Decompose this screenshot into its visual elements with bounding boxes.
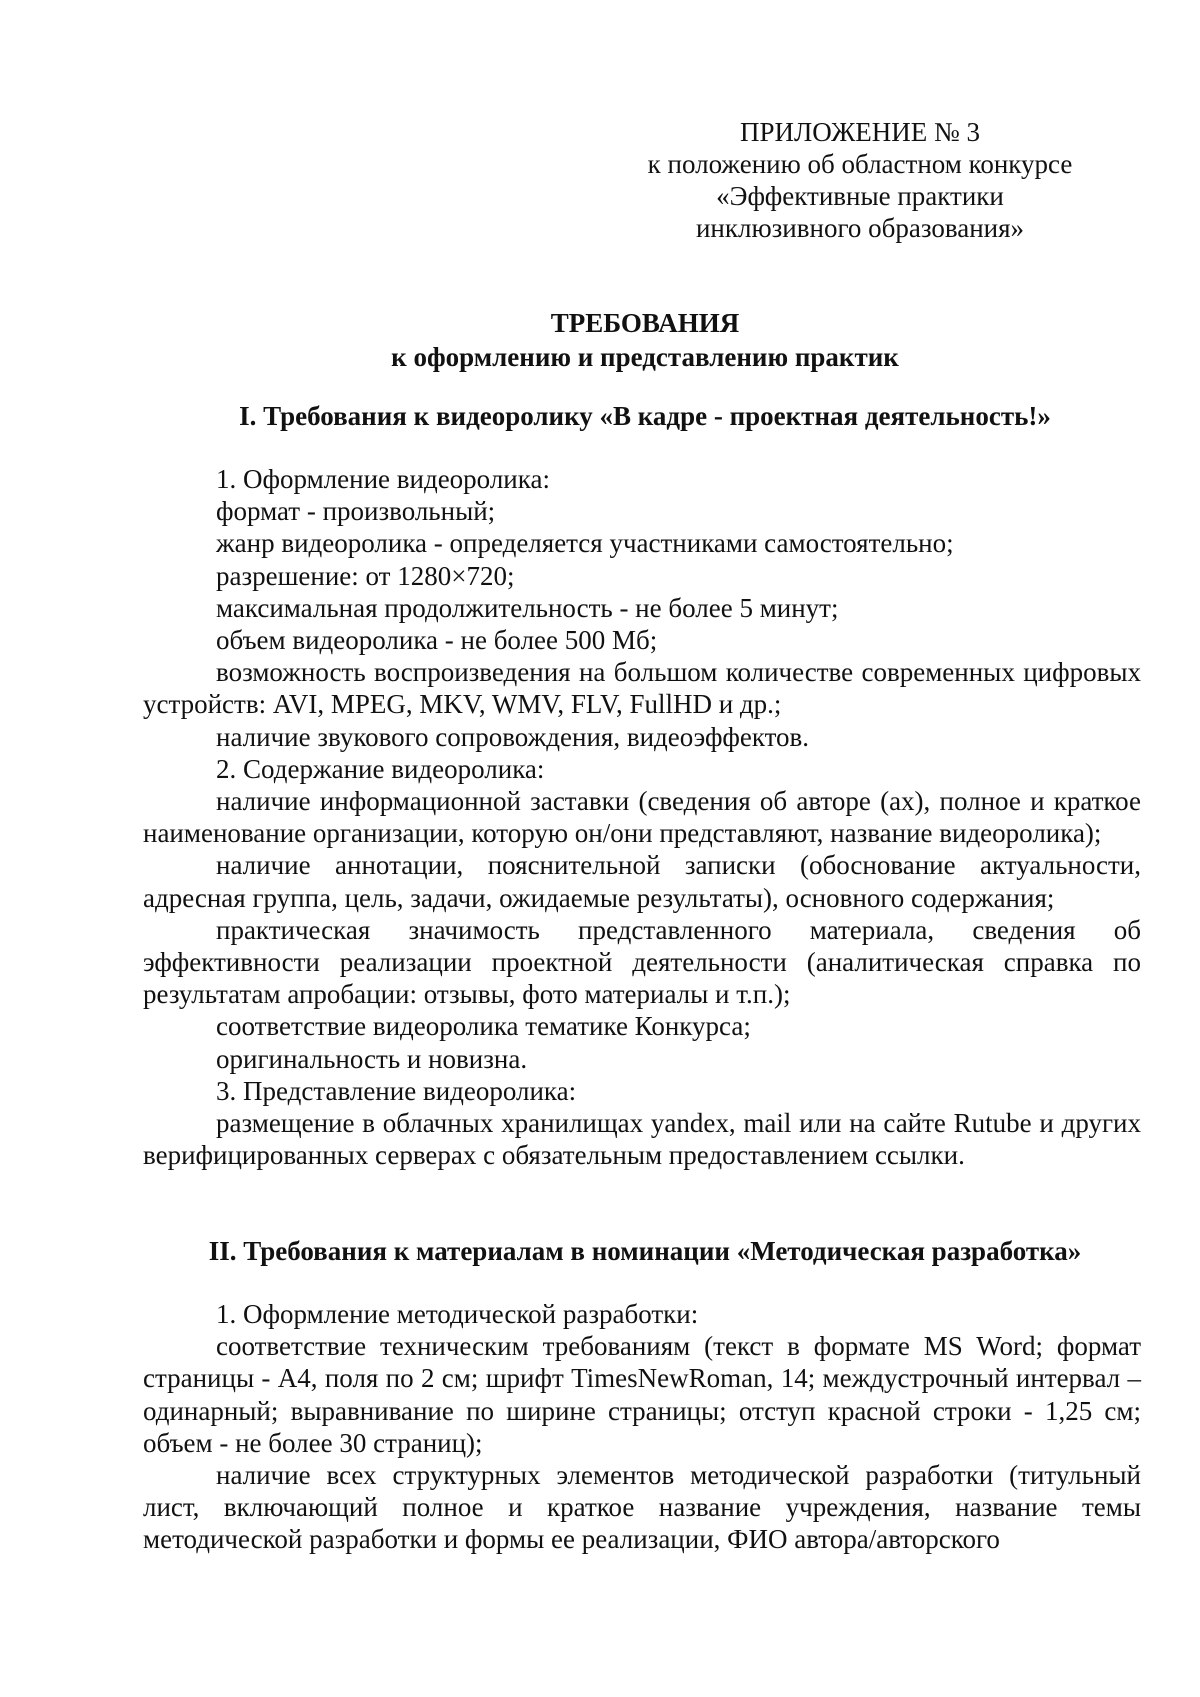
paragraph: 2. Содержание видеоролика: bbox=[216, 753, 545, 784]
paragraph: разрешение: от 1280×720; bbox=[216, 560, 515, 591]
paragraph: наличие аннотации, пояснительной записки (обоснование актуальности, адресная группа, цель, задачи, ожидаемые результаты), основного содержания; bbox=[143, 850, 1141, 913]
paragraph: максимальная продолжительность - не более 5 минут; bbox=[216, 592, 839, 623]
paragraph: наличие звукового сопровождения, видеоэффектов. bbox=[216, 721, 810, 752]
paragraph: жанр видеоролика - определяется участниками самостоятельно; bbox=[216, 528, 954, 559]
document-title: ТРЕБОВАНИЯ bbox=[550, 308, 740, 338]
paragraph: соответствие видеоролика тематике Конкурса; bbox=[216, 1011, 751, 1042]
paragraph: наличие информационной заставки (сведения об авторе (ах), полное и краткое наименование организации, которую он/они представляют, название видеоролика); bbox=[143, 786, 1141, 849]
paragraph: возможность воспроизведения на большом количестве современных цифровых устройств: AVI, MPEG, MKV, WMV, FLV, FullHD и др.; bbox=[143, 657, 1141, 720]
section-heading: I. Требования к видеоролику «В кадре - проектная деятельность!» bbox=[239, 401, 1051, 431]
paragraph: практическая значимость представленного материала, сведения об эффективности реализации проектной деятельности (аналитическая справка по результатам апробации: отзывы, фото материалы и т.п.); bbox=[143, 914, 1141, 1010]
paragraph: наличие всех структурных элементов методической разработки (титульный лист, включающий полное и краткое название учреждения, название темы методической разработки и формы ее реализации, ФИО автора/авторского bbox=[143, 1460, 1141, 1555]
section-heading: II. Требования к материалам в номинации «Методическая разработка» bbox=[208, 1236, 1082, 1266]
paragraph: формат - произвольный; bbox=[216, 496, 496, 527]
paragraph: размещение в облачных хранилищах yandex, mail или на сайте Rutube и других верифицированных серверах с обязательным предоставлением ссылки. bbox=[143, 1108, 1141, 1171]
annex-contest-name-line: инклюзивного образования» bbox=[695, 213, 1025, 243]
paragraph: 1. Оформление методической разработки: bbox=[216, 1299, 699, 1329]
paragraph: 1. Оформление видеоролика: bbox=[216, 464, 550, 494]
document-subtitle: к оформлению и представлению практик bbox=[391, 342, 899, 372]
section-body bbox=[143, 463, 1141, 1171]
annex-header bbox=[640, 116, 1080, 244]
paragraph: оригинальность и новизна. bbox=[216, 1043, 528, 1074]
paragraph: 3. Представление видеоролика: bbox=[216, 1075, 577, 1106]
annex-contest-name-line: «Эффективные практики bbox=[716, 181, 1004, 211]
paragraph: соответствие техническим требованиям (текст в формате MS Word; формат страницы - А4, поля по 2 см; шрифт TimesNewRoman, 14; междустрочный интервал – одинарный; выравнивание по ширине страницы; отступ красной строки - 1,25 см; объем - не более 30 страниц); bbox=[143, 1331, 1141, 1458]
section-body bbox=[143, 1298, 1141, 1556]
paragraph: объем видеоролика - не более 500 Мб; bbox=[216, 625, 658, 656]
annex-reference-line: к положению об областном конкурсе bbox=[647, 149, 1073, 179]
annex-number: ПРИЛОЖЕНИЕ № 3 bbox=[739, 117, 981, 147]
